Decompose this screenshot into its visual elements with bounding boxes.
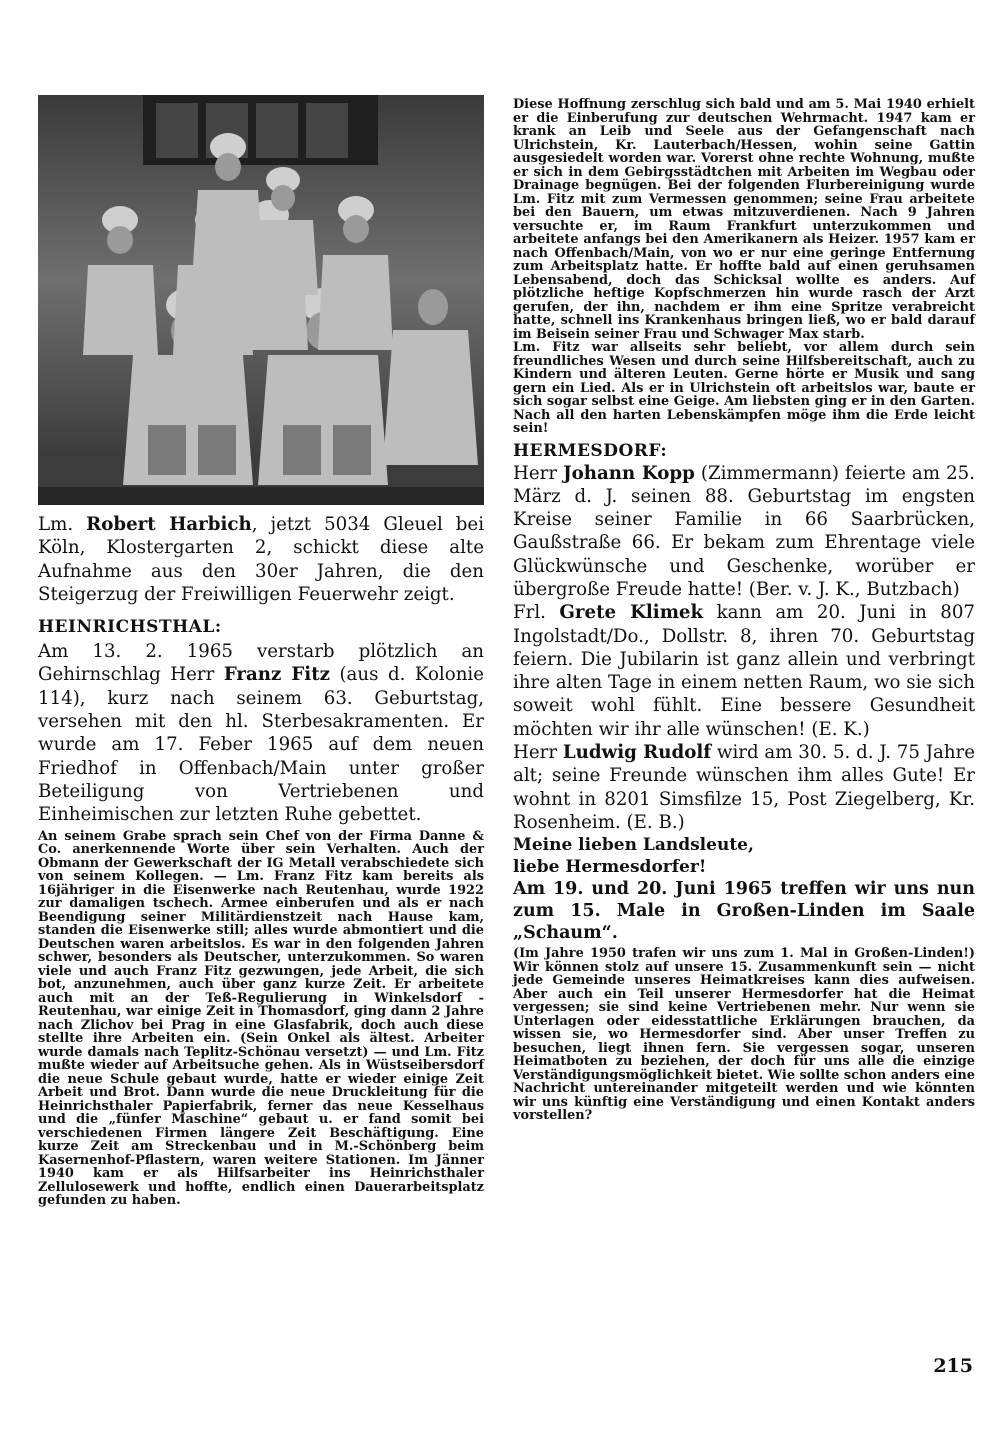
obituary-detail-text: An seinem Grabe sprach sein Chef von der Firma Danne & Co. anerkennende Worte über sein Verhalten. Auch der Obmann der Gewerkschaft der IG Metall verabschiedete sich von seinem Kollegen. — Lm. Franz Fitz kam bereits als 16jähriger in die Eisenwerke nach Reutenhau, wurde 1922 zur damaligen tschech. Armee einberufen und als er nach Beendigung seiner Militärdienstzeit nach Hause kam, standen die Eisenwerke still; alles wurde abmontiert und die Deutschen waren arbeitslos. Es war in den folgenden Jahren schwer, besonders als Deutscher, unterzukommen. So waren viele und auch Franz Fitz gezwungen, jede Arbeit, die sich bot, anzunehmen, auch über ganz kurze Zeit. Er arbeitete auch mit an der Teß-Regulierung in Winkelsdorf - Reutenhau, war einige Zeit in Thomasdorf, ging dann 2 Jahre nach Zlichov bei Prag in eine Glasfabrik, doch auch diese stellte ihre Arbeiten ein. (Sein Onkel als ältest. Arbeiter wurde damals nach Teplitz-Schönau versetzt) — und Lm. Fitz mußte wieder auf Arbeitsuche gehen. Als in Wüstseibersdorf die neue Schule gebaut wurde, hatte er wieder einige Zeit Arbeit und Brot. Dann wurde die neue Druckleitung für die Heinrichsthaler Papierfabrik, ferner das neue Kesselhaus und die „fünfer Maschine“ gebaut u. er fand somit bei verschiedenen Firmen längere Zeit Beschäftigung. Eine kurze Zeit am Streckenbau und in M.-Schönberg beim Kasernenhof-Pflastern, waren weitere Stationen. Im Jänner 1940 kam er als Hilfsarbeiter ins Heinrichsthaler Zellulosewerk und hoffte, endlich einen Dauerarbeitsplatz gefunden zu haben. (38, 828, 484, 1209)
section-heading-hermesdorf: HERMESDORF: (513, 440, 668, 461)
right-column (513, 98, 975, 1123)
news-item-rudolf: Herr Ludwig Rudolf wird am 30. 5. d. J. 75 Jahre alt; seine Freunde wünschen ihm alles Gute! Er wohnt in 8201 Simsfilze 15, Post Ziegelberg, Kr. Rosenheim. (E. B.) (513, 742, 976, 833)
obituary-closing-text: Lm. Fitz war allseits sehr beliebt, vor allem durch sein freundliches Wesen und durch seine Hilfsbereitschaft, auch zu Kindern und älteren Leuten. Gerne hörte er Musik und sang gern ein Lied. Als er in Ulrichstein oft arbeitslos war, baute er sich sogar selbst eine Geige. Am liebsten ging er in den Garten. Nach all den harten Lebenskämpfen möge ihm die Erde leicht sein! (513, 340, 975, 436)
section-heading-heinrichsthal: HEINRICHSTHAL: (38, 617, 222, 638)
meeting-announcement: Am 19. und 20. Juni 1965 treffen wir uns nun zum 15. Male in Großen-Linden im Saale „Schaum“. (513, 879, 975, 944)
photo-caption: Lm. Robert Harbich, jetzt 5034 Gleuel bei Köln, Klostergarten 2, schickt diese alte Aufnahme aus den 30er Jahren, die den Steigerzug der Freiwilligen Feuerwehr zeigt. (38, 514, 485, 605)
news-item-klimek: Frl. Grete Klimek kann am 20. Juni in 807 Ingolstadt/Do., Dollstr. 8, ihren 70. Geburtstag feiern. Die Jubilarin ist ganz allein und verbringt ihre alten Tage in einem netten Raum, wo sie sich soweit wohl fühlt. Eine bessere Gesundheit möchten wir ihr alle wünschen! (E. K.) (513, 602, 976, 740)
obituary-continued-text: Diese Hoffnung zerschlug sich bald und am 5. Mai 1940 erhielt er die Einberufung zur deutschen Wehrmacht. 1947 kam er krank an Leib und Seele aus der Gefangenschaft nach Ulrichstein, Kr. Lauterbach/Hessen, wohin seine Gattin ausgesiedelt worden war. Vorerst ohne rechte Wohnung, mußte er sich in dem Gebirgsstädtchen mit Arbeiten im Wegbau oder Drainage begnügen. Bei der folgenden Flurbereinigung wurde Lm. Fitz mit zum Vermessen genommen; seine Frau arbeitete bei den Bauern, um etwas mitzuverdienen. Nach 9 Jahren versuchte er, im Raum Frankfurt unterzukommen und arbeitete anfangs bei den Amerikanern als Heizer. 1957 kam er nach Offenbach/Main, von wo er nur eine geringe Entfernung zum Arbeitsplatz hatte. Er hoffte bald auf einen geruhsamen Lebensabend, doch das Schicksal wollte es anders. Auf plötzliche heftige Kopfschmerzen hin wurde rasch der Arzt gerufen, der ihn, nachdem er ihm eine Spritze verabreicht hatte, schnell ins Krankenhaus bringen ließ, wo er bald darauf im Beisein seiner Frau und Schwager Max starb. (513, 97, 975, 342)
obituary-paragraph: Am 13. 2. 1965 verstarb plötzlich an Gehirnschlag Herr Franz Fitz (aus d. Kolonie 114), kurz nach seinem 63. Geburtstag, versehen mit den hl. Sterbesakramenten. Er wurde am 17. Feber 1965 auf dem neuen Friedhof in Offenbach/Main unter großer Beteiligung von Vertriebenen und Einheimischen zur letzten Ruhe gebettet. (38, 641, 484, 826)
greeting-line-2: liebe Hermesdorfer! (513, 857, 707, 878)
meeting-detail-text: (Im Jahre 1950 trafen wir uns zum 1. Mal in Großen-Linden!) Wir können stolz auf unsere 15. Zusammenkunft sein — nicht jede Gemeinde unseres Heimatkreises kann dies aufweisen. Aber auch ein Teil unserer Hermesdorfer hat die Heimat vergessen; sie sind keine Vertriebenen mehr. Nur wenn sie Unterlagen oder eidesstattliche Erklärungen brauchen, da wissen sie, wo Hermesdorfer sind. Aber unser Treffen zu besuchen, liegt ihnen fern. Sie vergessen sogar, unseren Heimatboten zu beziehen, der doch für uns alle die einzige Verständigungsmöglichkeit bietet. Wie sollte schon anders eine Nachricht untereinander mitgeteilt werden und wie könnten wir uns künftig eine Verständigung und einen Kontakt anders vorstellen? (513, 946, 975, 1124)
left-column (38, 95, 484, 1208)
photo-illustration (38, 95, 484, 505)
page-number: 215 (933, 1355, 973, 1377)
news-item-kopp: Herr Johann Kopp (Zimmermann) feierte am 25. März d. J. seinen 88. Geburtstag im engsten Kreise seiner Familie in 66 Saarbrücken, Gaußstraße 66. Er bekam zum Ehrentage viele Glückwünsche und Geschenke, worüber er übergroße Freude hatte! (Ber. v. J. K., Butzbach) (513, 462, 975, 600)
greeting-line-1: Meine lieben Landsleute, (513, 835, 754, 856)
group-photo (38, 95, 484, 505)
